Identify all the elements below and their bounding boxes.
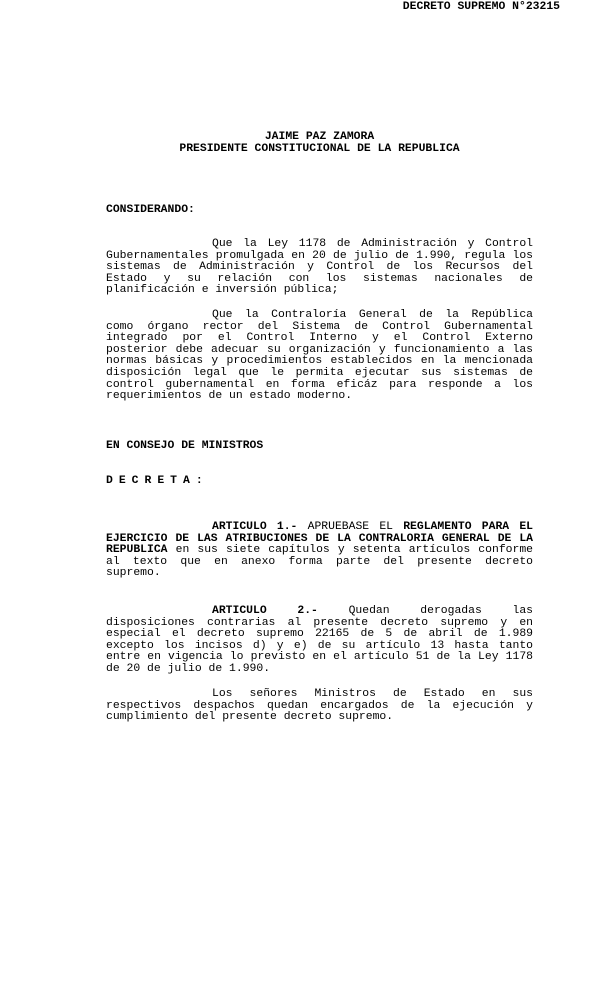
paragraph-text: Que la Ley 1178 de Administración y Control Gubernamentales promulgada en 20 de julio de 1.990, regula los sistemas de Administración y Control de los Recursos del Estado y su relación con los sistemas nacionales de planificación e inversión pública; [106,238,533,297]
decree-number: DECRETO SUPREMO N°23215 [402,1,560,13]
article-1-rest: en sus siete capítulos y setenta artículos conforme al texto que en anexo forma parte del presente decreto supremo. [106,544,533,580]
article-2-text: Quedan derogadas las disposiciones contrarias al presente decreto supremo y en especial el decreto supremo 22165 de 5 de abril de 1.989 excepto los incisos d) y e) de su artículo 13 hasta tanto entre en vigencia lo previsto en el artículo 51 de la Ley 1178 de 20 de julio de 1.990. [106,605,534,675]
signatory-title: PRESIDENTE CONSTITUCIONAL DE LA REPUBLICA [179,143,460,155]
article-1-title: REGLAMENTO PARA EL EJERCICIO DE LAS ATRIBUCIONES DE LA CONTRALORIA GENERAL DE LA REPUBLICA [106,521,533,557]
considerando-paragraph-1 [106,239,533,297]
considerando-heading: CONSIDERANDO: [106,204,195,216]
considerando-paragraph-2 [106,310,533,403]
decreta-heading: DECRETA: [106,475,209,487]
article-1-lead: APRUEBASE EL [297,521,404,533]
consejo-heading: EN CONSEJO DE MINISTROS [106,440,264,452]
closing-paragraph [106,689,533,724]
paragraph-text: Que la Contraloría General de la República como órgano rector del Sistema de Control Gubernamental integrado por el Control Interno y el Control Externo posterior debe adecuar su organización y funcionamiento a las normas básicas y procedimientos establecidos en la mencionada disposición legal que le permita ejecutar sus sistemas de control gubernamental en forma eficáz para responde a los requerimientos de un estado moderno. [106,309,533,403]
article-2-label: ARTICULO 2.- [212,605,318,617]
article-1 [106,522,533,580]
article-1-label: ARTICULO 1.- [212,521,298,533]
article-2 [106,606,533,676]
paragraph-text: Los señores Ministros de Estado en sus respectivos despachos quedan encargados de la ejecución y cumplimiento del presente decreto supremo. [106,688,533,724]
signatory-name: JAIME PAZ ZAMORA [264,131,375,143]
